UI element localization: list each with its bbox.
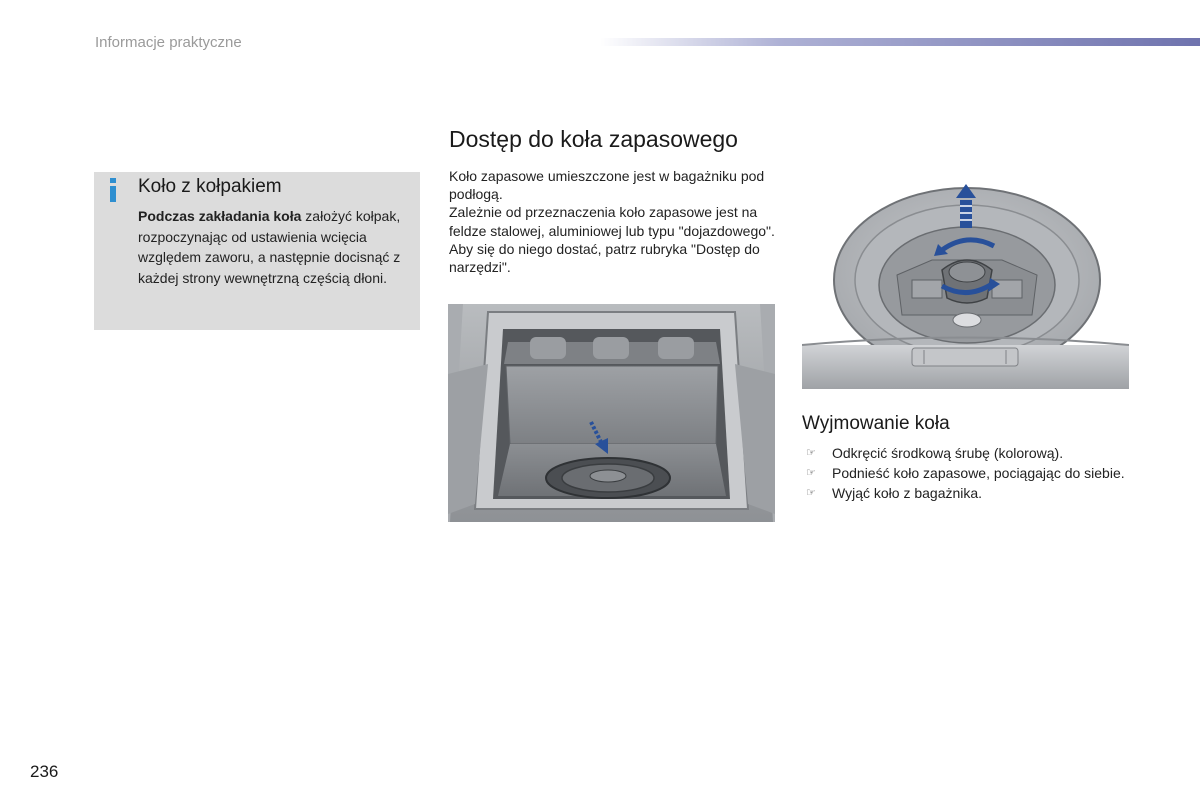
info-box-title: Koło z kołpakiem xyxy=(138,176,282,197)
step-text: Odkręcić środkową śrubę (kolorową). xyxy=(832,445,1064,461)
info-box-text xyxy=(138,206,408,288)
step-text: Podnieść koło zapasowe, pociągając do siebie. xyxy=(832,465,1125,481)
intro-paragraph: Koło zapasowe umieszczone jest w bagażniku pod podłogą. xyxy=(449,168,765,203)
page-number: 236 xyxy=(30,762,59,781)
hand-pointer-icon: ☞ xyxy=(806,447,816,459)
step-text: Wyjąć koło z bagażnika. xyxy=(832,485,983,501)
spare-wheel-illustration xyxy=(802,180,1129,389)
info-box-text-bold: Podczas zakładania koła xyxy=(138,208,302,224)
hand-pointer-icon: ☞ xyxy=(806,487,816,499)
list-item xyxy=(806,443,1126,463)
removal-title: Wyjmowanie koła xyxy=(802,413,950,434)
info-box-text-body: założyć kołpak, rozpoczynając od ustawienia wcięcia względem zaworu, a następnie docisnąć z każdej strony wewnętrzną częścią dłoni. xyxy=(138,208,401,286)
list-item xyxy=(806,463,1126,483)
section-title: Dostęp do koła zapasowego xyxy=(449,126,738,152)
header-decorative-band xyxy=(600,38,1200,46)
info-icon xyxy=(108,178,118,202)
intro-text xyxy=(449,167,779,276)
intro-paragraph: Zależnie od przeznaczenia koło zapasowe jest na feldze stalowej, aluminiowej lub typu "dojazdowego". xyxy=(449,204,775,239)
trunk-illustration xyxy=(448,304,775,522)
hand-pointer-icon: ☞ xyxy=(806,467,816,479)
intro-paragraph: Aby się do niego dostać, patrz rubryka "Dostęp do narzędzi". xyxy=(449,240,760,276)
header-section-title: Informacje praktyczne xyxy=(95,34,242,51)
removal-steps-list xyxy=(806,443,1126,503)
list-item xyxy=(806,483,1126,503)
